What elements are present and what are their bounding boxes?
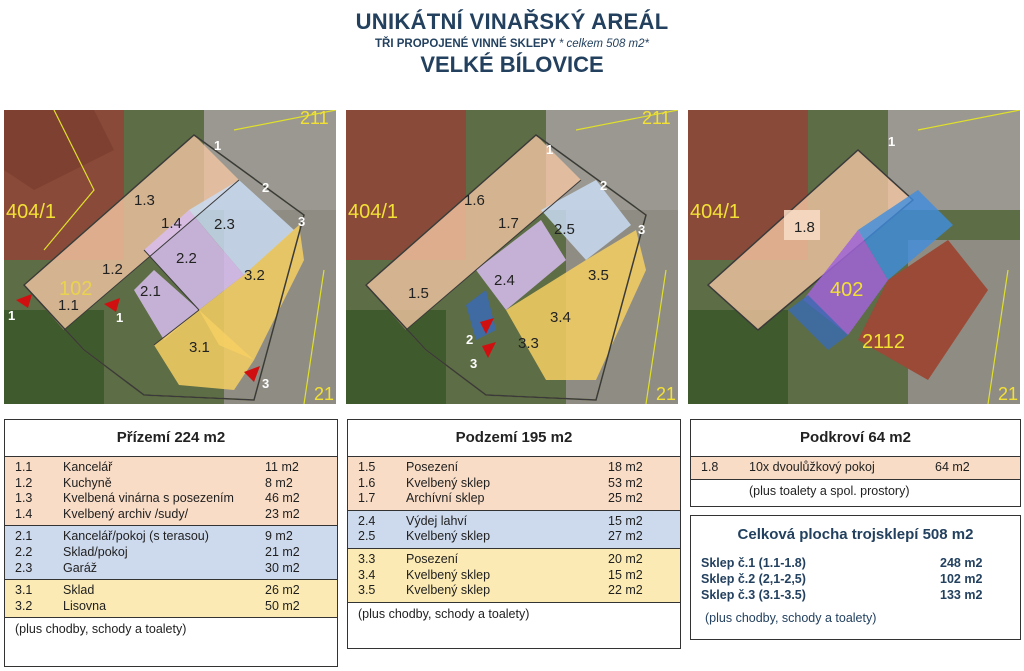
table-row: 1.3 Kvelbená vinárna s posezením 46 m2 xyxy=(15,491,300,506)
entrance-marker: 2 xyxy=(600,178,608,193)
room-label: 1.6 xyxy=(464,192,485,209)
entrance-marker: 1 xyxy=(214,138,222,153)
entrance-marker: 2 xyxy=(262,180,270,195)
table-podkrovi xyxy=(690,419,1021,507)
room-label: 2.5 xyxy=(554,221,575,238)
table-footer: (plus toalety a spol. prostory) xyxy=(691,479,1020,502)
room-label: 1.5 xyxy=(408,285,429,302)
section-blue xyxy=(348,510,680,548)
entrance-marker: 3 xyxy=(638,222,646,237)
table-title: Podkroví 64 m2 xyxy=(800,429,911,446)
entrance-marker: 2 xyxy=(466,332,474,347)
table-row: 3.5 Kvelbený sklep 22 m2 xyxy=(358,583,643,598)
table-row: 1.7 Archívní sklep 25 m2 xyxy=(358,491,643,506)
entrance-marker: 3 xyxy=(298,214,306,229)
totals-title: Celková plocha trojsklepí 508 m2 xyxy=(737,526,974,543)
room-label: 1.2 xyxy=(102,261,123,278)
section-blue xyxy=(5,525,337,579)
table-row: 1.1 Kancelář 11 m2 xyxy=(15,460,299,474)
totals-row: Sklep č.2 (2,1-2,5) 102 m2 xyxy=(701,572,983,586)
table-prizemi xyxy=(4,419,338,667)
parcel-211-label: 211 xyxy=(642,110,671,128)
map-podzemi xyxy=(346,110,678,404)
table-podzemi xyxy=(347,419,681,649)
room-label: 1.3 xyxy=(134,192,155,209)
room-label: 1.8 xyxy=(794,219,815,236)
table-row: 1.2 Kuchyně 8 m2 xyxy=(15,475,293,490)
entrance-marker: 1 xyxy=(888,134,896,149)
table-row: 1.8 10x dvoulůžkový pokoj 64 m2 xyxy=(701,460,970,474)
parcel-21-label: 21 xyxy=(998,384,1019,404)
map-podkrovi xyxy=(688,110,1020,404)
entrance-marker: 1 xyxy=(546,142,554,157)
map-prizemi xyxy=(4,110,336,404)
room-label: 3.2 xyxy=(244,267,265,284)
room-label: 1.1 xyxy=(58,297,79,314)
section-orange xyxy=(691,456,1020,479)
table-title: Přízemí 224 m2 xyxy=(116,429,226,446)
page-subtitle xyxy=(0,36,1024,52)
entrance-marker: 3 xyxy=(262,376,270,391)
subtitle-total: * celkem 508 m2* xyxy=(558,38,649,50)
section-yellow xyxy=(348,548,680,602)
parcel-102-label: 102 xyxy=(59,278,93,300)
totals-box xyxy=(690,515,1021,640)
subtitle-main: TŘI PROPOJENÉ VINNÉ SKLEPY xyxy=(375,38,556,50)
table-row: 2.4 Výdej lahví 15 m2 xyxy=(358,513,643,528)
table-title: Podzemí 195 m2 xyxy=(455,429,573,446)
section-orange xyxy=(348,456,680,510)
parcel-21-label: 21 xyxy=(314,384,335,404)
parcel-404-label: 404/1 xyxy=(348,201,399,223)
totals-row: Sklep č.1 (1.1-1.8) 248 m2 xyxy=(701,556,983,570)
table-row: 1.4 Kvelbený archiv /sudy/ 23 m2 xyxy=(15,506,300,521)
parcel-2112-label: 2112 xyxy=(862,331,906,353)
totals-footer: (plus chodby, schody a toalety) xyxy=(705,611,877,625)
table-row: 2.2 Sklad/pokoj 21 m2 xyxy=(15,544,300,559)
room-label: 1.7 xyxy=(498,215,519,232)
room-label: 2.1 xyxy=(140,283,161,300)
table-row: 1.5 Posezení 18 m2 xyxy=(358,460,643,474)
entrance-marker: 3 xyxy=(470,356,478,371)
section-orange xyxy=(5,456,337,525)
room-label: 1.4 xyxy=(161,215,182,232)
room-label: 2.3 xyxy=(214,216,235,233)
room-label: 3.3 xyxy=(518,335,539,352)
table-row: 2.3 Garáž 30 m2 xyxy=(15,560,300,575)
table-footer: (plus chodby, schody a toalety) xyxy=(348,602,680,625)
entrance-marker: 1 xyxy=(8,308,16,323)
parcel-404-label: 404/1 xyxy=(6,201,57,223)
parcel-402-label: 402 xyxy=(830,279,864,301)
parcel-404-label: 404/1 xyxy=(690,201,741,223)
table-row: 3.2 Lisovna 50 m2 xyxy=(15,598,300,613)
table-row: 2.5 Kvelbený sklep 27 m2 xyxy=(358,529,643,544)
room-label: 3.4 xyxy=(550,309,571,326)
totals-row: Sklep č.3 (3.1-3.5) 133 m2 xyxy=(701,588,983,602)
header xyxy=(0,8,1024,78)
table-row: 2.1 Kancelář/pokoj (s terasou) 9 m2 xyxy=(15,529,293,544)
room-label: 2.2 xyxy=(176,250,197,267)
page-location: VELKÉ BÍLOVICE xyxy=(420,52,604,77)
entrance-marker: 1 xyxy=(116,310,124,325)
page-title: UNIKÁTNÍ VINAŘSKÝ AREÁL xyxy=(355,9,669,34)
table-row: 3.4 Kvelbený sklep 15 m2 xyxy=(358,567,643,582)
table-footer: (plus chodby, schody a toalety) xyxy=(5,617,337,640)
room-label: 3.1 xyxy=(189,339,210,356)
table-row: 3.3 Posezení 20 m2 xyxy=(358,551,643,566)
parcel-21-label: 21 xyxy=(656,384,677,404)
room-label: 2.4 xyxy=(494,272,515,289)
table-row: 3.1 Sklad 26 m2 xyxy=(15,583,300,598)
section-yellow xyxy=(5,579,337,617)
parcel-211-label: 211 xyxy=(300,110,329,128)
table-row: 1.6 Kvelbený sklep 53 m2 xyxy=(358,475,643,490)
room-label: 3.5 xyxy=(588,267,609,284)
